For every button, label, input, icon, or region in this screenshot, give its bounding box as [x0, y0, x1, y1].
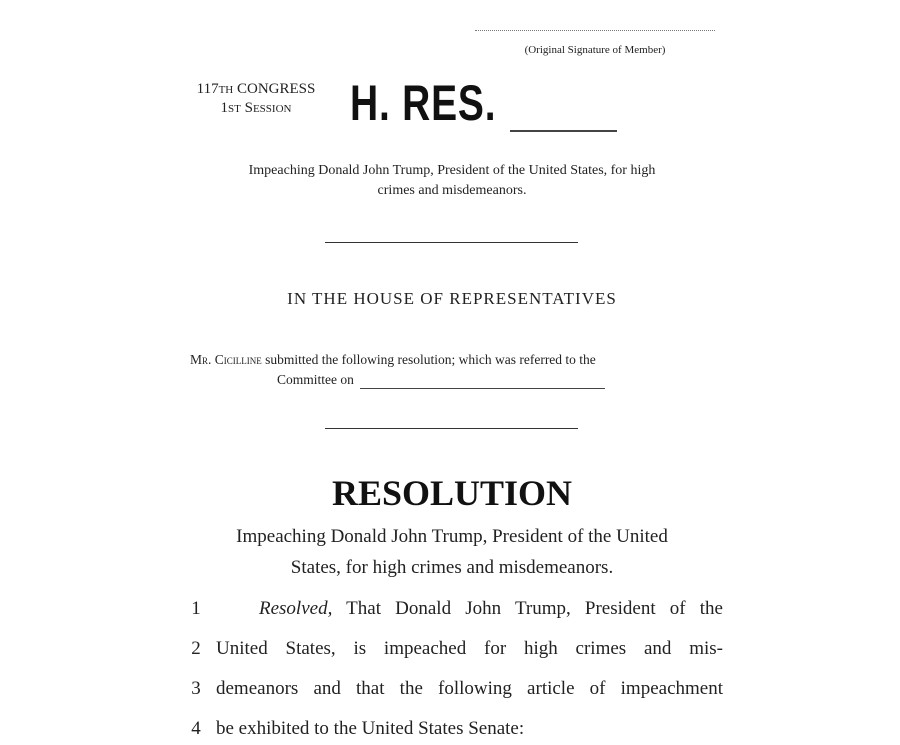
resolved-italic: Resolved, [259, 598, 333, 619]
line-number: 1 [191, 598, 201, 619]
committee-label: Committee on [277, 372, 354, 387]
subtitle-line: Impeaching Donald John Trump, President of the United [236, 526, 668, 547]
signature-label: (Original Signature of Member) [524, 44, 666, 56]
resolution-heading: RESOLUTION [331, 473, 573, 513]
short-title-line: Impeaching Donald John Trump, President of the United States, for high [248, 163, 656, 178]
bill-number-blank [510, 130, 617, 132]
signature-line [475, 30, 715, 31]
chamber: IN THE HOUSE OF REPRESENTATIVES [287, 289, 617, 308]
line-text: be exhibited to the United States Senate: [216, 718, 525, 739]
resolution-line [186, 638, 726, 662]
resolution-line [186, 678, 726, 702]
short-title-line: crimes and misdemeanors. [377, 183, 527, 198]
bill-type: H. RES. [350, 75, 497, 131]
sponsor-text: submitted the following resolution; which was referred to the [261, 352, 596, 367]
line-text-body: That Donald John Trump, President of the [332, 598, 723, 619]
subtitle-line: States, for high crimes and misdemeanors. [290, 557, 614, 578]
short-title [100, 161, 804, 201]
congress-session [178, 80, 334, 118]
resolution-line [186, 718, 726, 742]
line-number: 3 [191, 678, 201, 699]
sponsor-name: Mr. Cicilline [190, 352, 262, 367]
line-text: United States, is impeached for high crimes and mis- [216, 638, 723, 659]
congress: 117th CONGRESS [196, 81, 316, 97]
divider [325, 428, 578, 429]
committee-line [277, 372, 605, 389]
committee-blank [360, 372, 605, 389]
resolution-subtitle [100, 521, 804, 583]
resolution-line [186, 598, 726, 622]
line-text: demeanors and that the following article of impeachment [216, 678, 723, 699]
divider [325, 242, 578, 243]
session: 1st Session [220, 100, 292, 116]
line-number: 4 [191, 718, 201, 739]
sponsor-line [190, 350, 596, 370]
line-text [216, 598, 723, 620]
line-number: 2 [191, 638, 201, 659]
